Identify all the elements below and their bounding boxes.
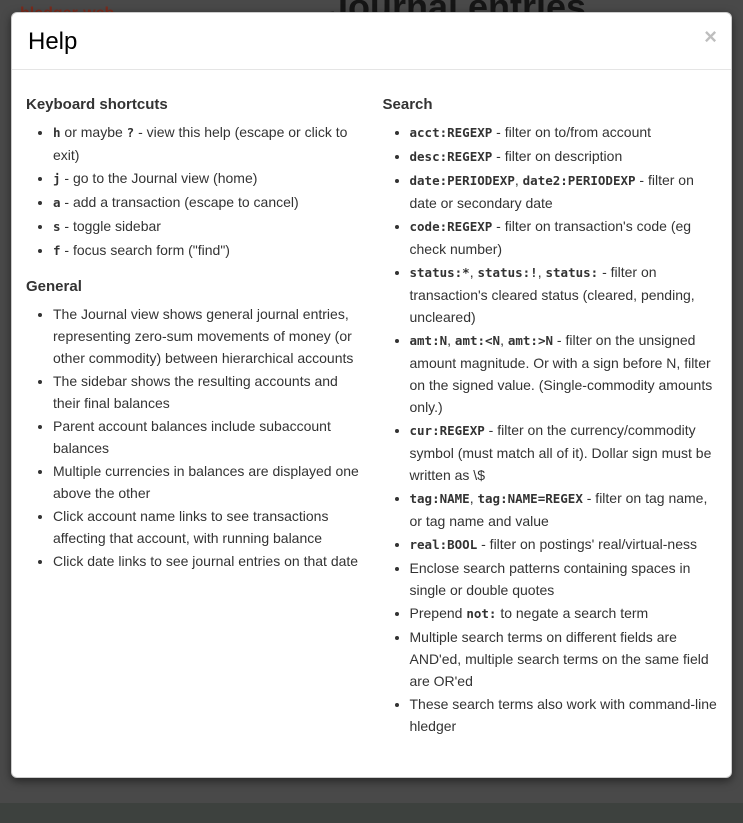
text-segment: Click account name links to see transactions affecting that account, with running balance (53, 508, 329, 546)
help-list-item (53, 303, 361, 369)
code-term: cur:REGEXP (409, 423, 485, 438)
text-segment: - focus search form ("find") (60, 242, 230, 258)
text-segment: - filter on description (492, 148, 623, 164)
text-segment: - filter on transaction's code (eg check number) (409, 218, 692, 257)
help-list-item (410, 557, 718, 601)
help-list-item (53, 191, 361, 214)
code-term: status: (545, 265, 599, 280)
code-term: not: (466, 606, 497, 621)
text-segment: - toggle sidebar (60, 218, 161, 234)
code-term: tag:NAME=REGEX (477, 491, 583, 506)
text-segment: , (469, 264, 478, 280)
left-column (26, 82, 361, 588)
text-segment: , (537, 264, 546, 280)
text-segment: , (500, 332, 508, 348)
text-segment: , (469, 490, 478, 506)
code-term: real:BOOL (409, 537, 478, 552)
text-segment: - filter on to/from account (492, 124, 652, 140)
code-term: status:* (409, 265, 470, 280)
text-segment: Multiple search terms on different fields are AND'ed, multiple search terms on the same field are OR'ed (409, 629, 709, 689)
help-modal (11, 12, 732, 778)
text-segment: - add a transaction (escape to cancel) (60, 194, 299, 210)
text-segment: These search terms also work with command-line hledger (409, 696, 717, 734)
text-segment: - filter on transaction's cleared status (cleared, pending, uncleared) (409, 264, 695, 325)
help-list-item (410, 169, 718, 214)
code-term: ? (126, 125, 135, 140)
help-list-item (53, 215, 361, 238)
text-segment: The sidebar shows the resulting accounts and their final balances (53, 373, 338, 411)
text-segment: or maybe (60, 124, 127, 140)
text-segment: , (514, 172, 523, 188)
code-term: f (53, 243, 61, 258)
modal-close-button[interactable] (704, 26, 717, 48)
code-term: date2:PERIODEXP (522, 173, 636, 188)
modal-content (11, 12, 732, 778)
help-list-item (410, 215, 718, 260)
text-segment: - filter on the unsigned amount magnitude. Or with a sign before N, filter on the signed value. (Single-commodity amounts only.) (409, 332, 713, 415)
help-list-item (410, 261, 718, 328)
modal-header (12, 13, 731, 70)
text-segment: - go to the Journal view (home) (60, 170, 258, 186)
help-list-item (53, 460, 361, 504)
modal-title: Help (28, 28, 78, 55)
text-segment: , (447, 332, 455, 348)
help-list-item (53, 121, 361, 166)
help-list-item (53, 505, 361, 549)
help-list-item (53, 239, 361, 262)
help-list (26, 121, 361, 262)
help-list-item (410, 329, 718, 418)
code-term: amt:>N (507, 333, 554, 348)
text-segment: - filter on tag name, or tag name and value (409, 490, 708, 529)
text-segment: The Journal view shows general journal entries, representing zero-sum movements of money (or other commodity) between hierarchical accounts (53, 306, 354, 366)
code-term: code:REGEXP (409, 219, 493, 234)
help-list-item (410, 145, 718, 168)
text-segment: - filter on postings' real/virtual-ness (477, 536, 697, 552)
code-term: j (53, 171, 61, 186)
code-term: h (53, 125, 61, 140)
close-icon: × (704, 24, 717, 49)
code-term: tag:NAME (409, 491, 470, 506)
text-segment: Prepend (409, 605, 467, 621)
code-term: acct:REGEXP (409, 125, 493, 140)
text-segment: Parent account balances include subaccount balances (53, 418, 331, 456)
help-list-item (410, 602, 718, 625)
code-term: s (53, 219, 61, 234)
code-term: amt:<N (454, 333, 501, 348)
text-segment: Multiple currencies in balances are displayed one above the other (53, 463, 359, 501)
text-segment: - filter on date or secondary date (409, 172, 694, 211)
code-term: amt:N (409, 333, 448, 348)
text-segment: to negate a search term (496, 605, 649, 621)
help-list-item (53, 415, 361, 459)
text-segment: Click date links to see journal entries on that date (53, 553, 359, 569)
code-term: a (53, 195, 61, 210)
help-list-item (410, 626, 718, 692)
code-term: status:! (477, 265, 538, 280)
modal-body (12, 70, 731, 777)
text-segment: Enclose search patterns containing spaces in single or double quotes (409, 560, 691, 598)
help-list-item (53, 167, 361, 190)
help-list-item (410, 693, 718, 737)
text-segment: - filter on the currency/commodity symbol (must match all of it). Dollar sign must be written as \$ (409, 422, 712, 483)
code-term: date:PERIODEXP (409, 173, 515, 188)
code-term: desc:REGEXP (409, 149, 493, 164)
right-column (383, 82, 718, 753)
help-list-item (410, 533, 718, 556)
help-list-item (410, 487, 718, 532)
help-list-item (410, 121, 718, 144)
section-heading: Search (382, 96, 433, 113)
help-list-item (53, 550, 361, 572)
help-list (26, 303, 361, 572)
text-segment: - view this help (escape or click to exit) (53, 124, 348, 163)
help-list-item (53, 370, 361, 414)
section-heading: General (26, 278, 82, 295)
section-heading: Keyboard shortcuts (26, 96, 168, 113)
help-list-item (410, 419, 718, 486)
help-list (383, 121, 718, 737)
